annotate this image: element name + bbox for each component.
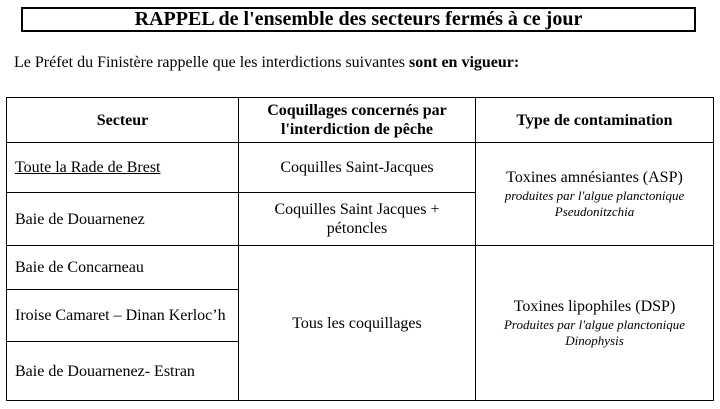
intro-text: Le Préfet du Finistère rappelle que les interdictions suivantes: [14, 54, 409, 71]
intro-paragraph: [14, 53, 519, 73]
sector-cell: Baie de Concarneau: [7, 246, 239, 290]
sector-cell: Baie de Douarnenez: [7, 193, 239, 246]
table-header-row: [7, 98, 714, 143]
contamination-note: produites par l'algue planctonique Pseudonitzchia: [504, 188, 685, 219]
table-row: [7, 246, 714, 290]
contamination-note: Produites par l'algue planctonique Dinophysis: [503, 317, 686, 348]
shellfish-cell: Coquilles Saint-Jacques: [239, 143, 476, 193]
shellfish-cell: Tous les coquillages: [239, 246, 476, 401]
sector-cell: Iroise Camaret – Dinan Kerloc’h: [7, 290, 239, 342]
sector-link-rade-de-brest[interactable]: Toute la Rade de Brest: [15, 159, 161, 176]
page-title: [21, 7, 696, 32]
page-title-text: RAPPEL de l'ensemble des secteurs fermés à ce jour: [134, 8, 583, 30]
table-row: [7, 143, 714, 193]
header-contamination: Type de contamination: [476, 98, 714, 143]
header-shellfish: Coquillages concernés par l'interdiction de pêche: [239, 98, 476, 143]
contamination-cell-asp: [476, 143, 714, 246]
contamination-type: Toxines lipophiles (DSP): [513, 298, 676, 315]
sector-cell: Baie de Douarnenez- Estran: [7, 342, 239, 401]
shellfish-cell: Coquilles Saint Jacques + pétoncles: [239, 193, 476, 246]
contamination-type: Toxines amnésiantes (ASP): [506, 169, 683, 186]
intro-bold-text: sont en vigueur:: [409, 54, 520, 71]
closed-sectors-table: [6, 97, 714, 401]
header-sector: Secteur: [7, 98, 239, 143]
contamination-cell-dsp: [476, 246, 714, 401]
sector-cell: [7, 143, 239, 193]
